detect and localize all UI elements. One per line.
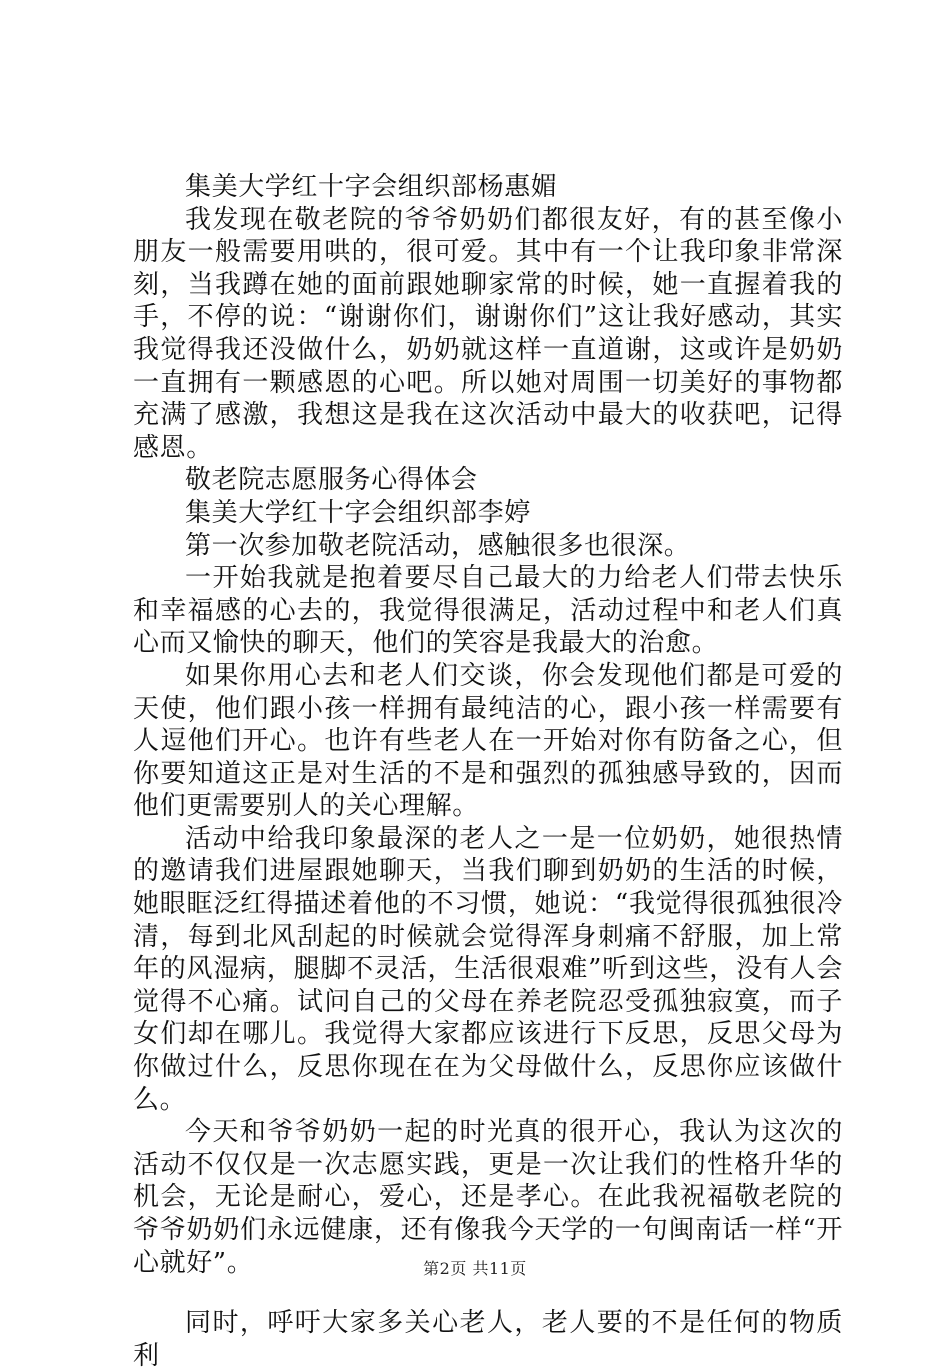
body-text <box>133 171 843 1372</box>
paragraph: 我发现在敬老院的爷爷奶奶们都很友好，有的甚至像小朋友一般需要用哄的，很可爱。其中有一个让我印象非常深刻，当我蹲在她的面前跟她聊家常的时候，她一直握着我的手，不停的说：“谢谢你们，谢谢你们”这让我好感动，其实我觉得我还没做什么，奶奶就这样一直道谢，这或许是奶奶一直拥有一颗感恩的心吧。所以她对周围一切美好的事物都充满了感激，我想这是我在这次活动中最大的收获吧，记得感恩。 <box>133 204 843 463</box>
paragraph: 一开始我就是抱着要尽自己最大的力给老人们带去快乐和幸福感的心去的，我觉得很满足，活动过程中和老人们真心而又愉快的聊天，他们的笑容是我最大的治愈。 <box>133 563 843 659</box>
page-number: 第2页 共11页 <box>423 1259 527 1278</box>
paragraph: 今天和爷爷奶奶一起的时光真的很开心，我认为这次的活动不仅仅是一次志愿实践，更是一次让我们的性格升华的机会，无论是耐心，爱心，还是孝心。在此我祝福敬老院的爷爷奶奶们永远健康，还有像我今天学的一句闽南话一样“开心就好”。 <box>133 1117 843 1278</box>
paragraph: 第一次参加敬老院活动，感触很多也很深。 <box>185 530 691 561</box>
author-line-1: 集美大学红十字会组织部杨惠媚 <box>185 172 558 202</box>
author-line-2: 集美大学红十字会组织部李婷 <box>185 497 531 528</box>
paragraph: 活动中给我印象最深的老人之一是一位奶奶，她很热情的邀请我们进屋跟她聊天，当我们聊到奶奶的生活的时候，她眼眶泛红得描述着他的不习惯，她说：“我觉得很孤独很冷清，每到北风刮起的时候就会觉得浑身刺痛不舒服，加上常年的风湿病，腿脚不灵活，生活很艰难”听到这些，没有人会觉得不心痛。试问自己的父母在养老院忍受孤独寂寞，而子女们却在哪儿。我觉得大家都应该进行下反思，反思父母为你做过什么，反思你现在在为父母做什么，反思你应该做什么。 <box>133 823 843 1115</box>
paragraph: 同时，呼吁大家多关心老人，老人要的不是任何的物质利 <box>133 1308 843 1371</box>
section-title: 敬老院志愿服务心得体会 <box>185 465 478 496</box>
paragraph: 如果你用心去和老人们交谈，你会发现他们都是可爱的天使，他们跟小孩一样拥有最纯洁的心，跟小孩一样需要有人逗他们开心。也许有些老人在一开始对你有防备之心，但你要知道这正是对生活的不是和强烈的孤独感导致的，因而他们更需要别人的关心理解。 <box>133 660 843 822</box>
